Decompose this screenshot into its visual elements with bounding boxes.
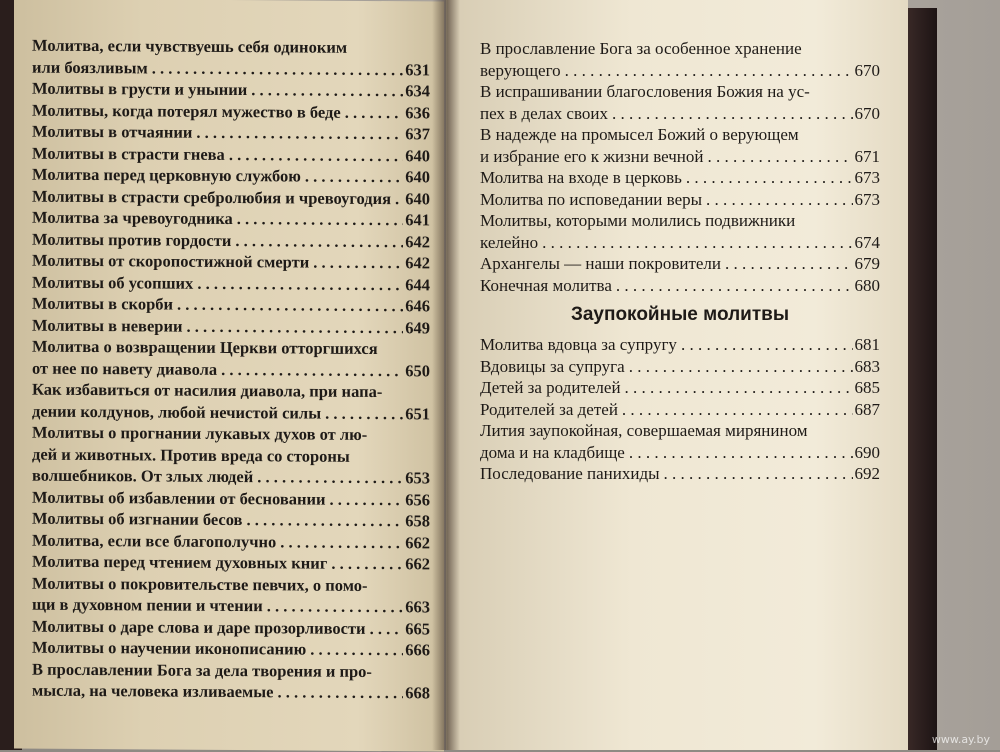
- left-page: [14, 0, 444, 752]
- toc-entry-title: Молитвы в грусти и унынии . . .: [32, 78, 403, 102]
- toc-entry-page-number: 685: [854, 378, 880, 397]
- toc-entry-title: Молитва перед церковную службою . . .: [32, 164, 403, 188]
- right-table-of-contents: [480, 38, 880, 485]
- toc-entry-page-number: 637: [405, 124, 430, 144]
- toc-entry-page-number: 673: [854, 168, 880, 187]
- toc-entry-page-number: 642: [405, 253, 430, 273]
- toc-entry-title: В надежде на промысел Божий о верующем и избрание его к жизни вечной . . .: [480, 124, 853, 167]
- book-cover-right-edge: [905, 8, 937, 750]
- toc-entry-title: Молитвы в отчаянии . . .: [32, 121, 403, 145]
- section-heading: Заупокойные молитвы: [570, 304, 790, 325]
- toc-entry: [32, 78, 430, 102]
- toc-entry: [32, 486, 430, 510]
- toc-entry: [480, 463, 880, 485]
- toc-entry: [32, 508, 430, 532]
- toc-entry: [32, 336, 430, 382]
- toc-entry: [32, 35, 430, 81]
- toc-entry: [32, 529, 430, 553]
- toc-entry: [32, 185, 430, 209]
- toc-entry-title: Молитвы о научении иконописанию . . .: [32, 637, 403, 661]
- toc-entry-page-number: 642: [405, 231, 430, 251]
- toc-entry: [32, 207, 430, 231]
- toc-entry-title: Молитва, если чувствуешь себя одиноким или боязливым . . .: [32, 35, 403, 81]
- toc-entry-page-number: 651: [405, 403, 430, 423]
- toc-entry: [480, 420, 880, 463]
- toc-entry-page-number: 681: [854, 335, 880, 354]
- toc-entry: [32, 121, 430, 145]
- toc-entry: [32, 164, 430, 188]
- toc-entry-page-number: 641: [405, 210, 430, 230]
- toc-entry-page-number: 640: [405, 188, 430, 208]
- toc-entry-title: Молитвы, которыми молились подвижники келейно . . .: [480, 210, 853, 253]
- toc-entry-page-number: 658: [405, 511, 430, 531]
- toc-entry-page-number: 644: [405, 274, 430, 294]
- toc-entry-title: В прославление Бога за особенное хранение верующего . . .: [480, 38, 853, 81]
- toc-entry-title: Молитва о возвращении Церкви отторгшихся от нее по навету диавола . . .: [32, 336, 403, 382]
- toc-entry-title: Молитва перед чтением духовных книг . . .: [32, 551, 403, 575]
- toc-entry-title: Молитвы от скоропостижной смерти . . .: [32, 250, 403, 274]
- toc-entry-page-number: 631: [405, 59, 430, 79]
- toc-entry-page-number: 680: [854, 275, 880, 295]
- toc-entry-title: Молитвы об избавлении от бесновании . . .: [32, 486, 403, 510]
- toc-entry-page-number: 662: [405, 554, 430, 574]
- toc-entry: [480, 124, 880, 167]
- toc-entry-page-number: 649: [405, 317, 430, 337]
- toc-entry-page-number: 636: [405, 102, 430, 122]
- toc-entry-page-number: 656: [405, 489, 430, 509]
- toc-entry-title: Молитвы в неверии . . .: [32, 314, 403, 338]
- toc-entry: [480, 189, 880, 211]
- toc-entry-title: Конечная молитва . . .: [480, 275, 853, 297]
- toc-entry-page-number: 692: [854, 464, 880, 483]
- toc-entry-title: Молитва, если все благополучно . . .: [32, 529, 403, 553]
- toc-entry-page-number: 634: [405, 81, 430, 101]
- book-gutter: [432, 0, 460, 750]
- toc-entry-page-number: 665: [405, 618, 430, 638]
- toc-entry-page-number: 640: [405, 145, 430, 165]
- toc-entry-title: Родителей за детей . . .: [480, 399, 853, 421]
- watermark: www.ay.by: [931, 733, 990, 746]
- toc-entry-page-number: 673: [854, 189, 880, 209]
- toc-entry: [32, 228, 430, 252]
- toc-entry: [32, 572, 430, 618]
- toc-entry-title: Молитвы против гордости . . .: [32, 228, 403, 252]
- toc-entry-page-number: 671: [854, 146, 880, 166]
- toc-entry-page-number: 670: [854, 60, 880, 80]
- toc-entry: [480, 399, 880, 421]
- toc-entry-title: Молитва на входе в церковь . . .: [480, 167, 853, 189]
- toc-entry-title: Молитва по исповедании веры . . .: [480, 189, 853, 211]
- toc-entry-page-number: 663: [405, 597, 430, 617]
- toc-entry-title: Молитвы в страсти гнева . . .: [32, 142, 403, 166]
- toc-entry: [32, 99, 430, 123]
- toc-entry-page-number: 666: [405, 640, 430, 660]
- toc-entry-title: В испрашивании благословения Божия на ус- пех в делах своих . . .: [480, 81, 853, 124]
- toc-entry: [32, 379, 430, 425]
- toc-entry-page-number: 650: [405, 360, 430, 380]
- right-page: [446, 0, 908, 750]
- toc-entry-title: Молитвы о прогнании лукавых духов от лю- дей и животных. Против вреда со стороны волшебников. От злых людей . . .: [32, 422, 403, 489]
- toc-entry: [32, 314, 430, 338]
- toc-entry-title: Молитвы о покровительстве певчих, о помо- щи в духовном пении и чтении . . .: [32, 572, 403, 618]
- toc-entry: [480, 81, 880, 124]
- toc-entry: [32, 422, 430, 489]
- toc-entry-title: Молитвы о даре слова и даре прозорливости . . .: [32, 615, 403, 639]
- toc-entry-page-number: 674: [854, 232, 880, 252]
- left-table-of-contents: [32, 35, 430, 704]
- toc-entry-title: Молитвы об изгнании бесов . . .: [32, 508, 403, 532]
- toc-entry-page-number: 646: [405, 296, 430, 316]
- toc-entry: [32, 293, 430, 317]
- toc-entry-page-number: 662: [405, 532, 430, 552]
- toc-entry: [32, 271, 430, 295]
- toc-entry-title: Вдовицы за супруга . . .: [480, 356, 853, 378]
- toc-entry: [480, 253, 880, 275]
- toc-entry: [480, 167, 880, 189]
- toc-entry-title: Архангелы — наши покровители . . .: [480, 253, 853, 275]
- toc-entry: [480, 334, 880, 356]
- toc-entry-title: Молитва вдовца за супругу . . .: [480, 334, 853, 356]
- toc-entry: [480, 356, 880, 378]
- toc-entry: [32, 142, 430, 166]
- toc-entry: [480, 377, 880, 399]
- toc-entry: [32, 551, 430, 575]
- toc-entry-page-number: 640: [405, 167, 430, 187]
- toc-entry-title: Молитва за чревоугодника . . .: [32, 207, 403, 231]
- toc-entry: [480, 275, 880, 297]
- toc-entry-page-number: 683: [854, 356, 880, 376]
- toc-entry-title: Молитвы об усопших . . .: [32, 271, 403, 295]
- toc-entry: [32, 250, 430, 274]
- toc-entry-page-number: 679: [854, 254, 880, 273]
- toc-entry-title: Молитвы, когда потерял мужество в беде . . .: [32, 99, 403, 123]
- toc-entry: [32, 615, 430, 639]
- toc-entry-title: Молитвы в страсти сребролюбия и чревоугодия . . .: [32, 185, 403, 209]
- toc-entry: [32, 637, 430, 661]
- toc-entry-title: Молитвы в скорби . . .: [32, 293, 403, 317]
- toc-entry-title: В прославлении Бога за дела творения и про- мысла, на человека изливаемые . . .: [32, 658, 403, 704]
- toc-entry-page-number: 690: [854, 442, 880, 462]
- toc-entry-title: Детей за родителей . . .: [480, 377, 853, 399]
- toc-entry-page-number: 668: [405, 683, 430, 703]
- toc-entry-page-number: 653: [405, 468, 430, 488]
- toc-entry-title: Последование панихиды . . .: [480, 463, 853, 485]
- toc-entry-page-number: 670: [854, 103, 880, 123]
- toc-entry-title: Как избавиться от насилия диавола, при напа- дении колдунов, любой нечистой силы . . .: [32, 379, 403, 425]
- toc-entry-title: Лития заупокойная, совершаемая мирянином дома и на кладбище . . .: [480, 420, 853, 463]
- toc-entry: [480, 210, 880, 253]
- toc-entry: [32, 658, 430, 704]
- toc-entry: [480, 38, 880, 81]
- toc-entry-page-number: 687: [854, 399, 880, 419]
